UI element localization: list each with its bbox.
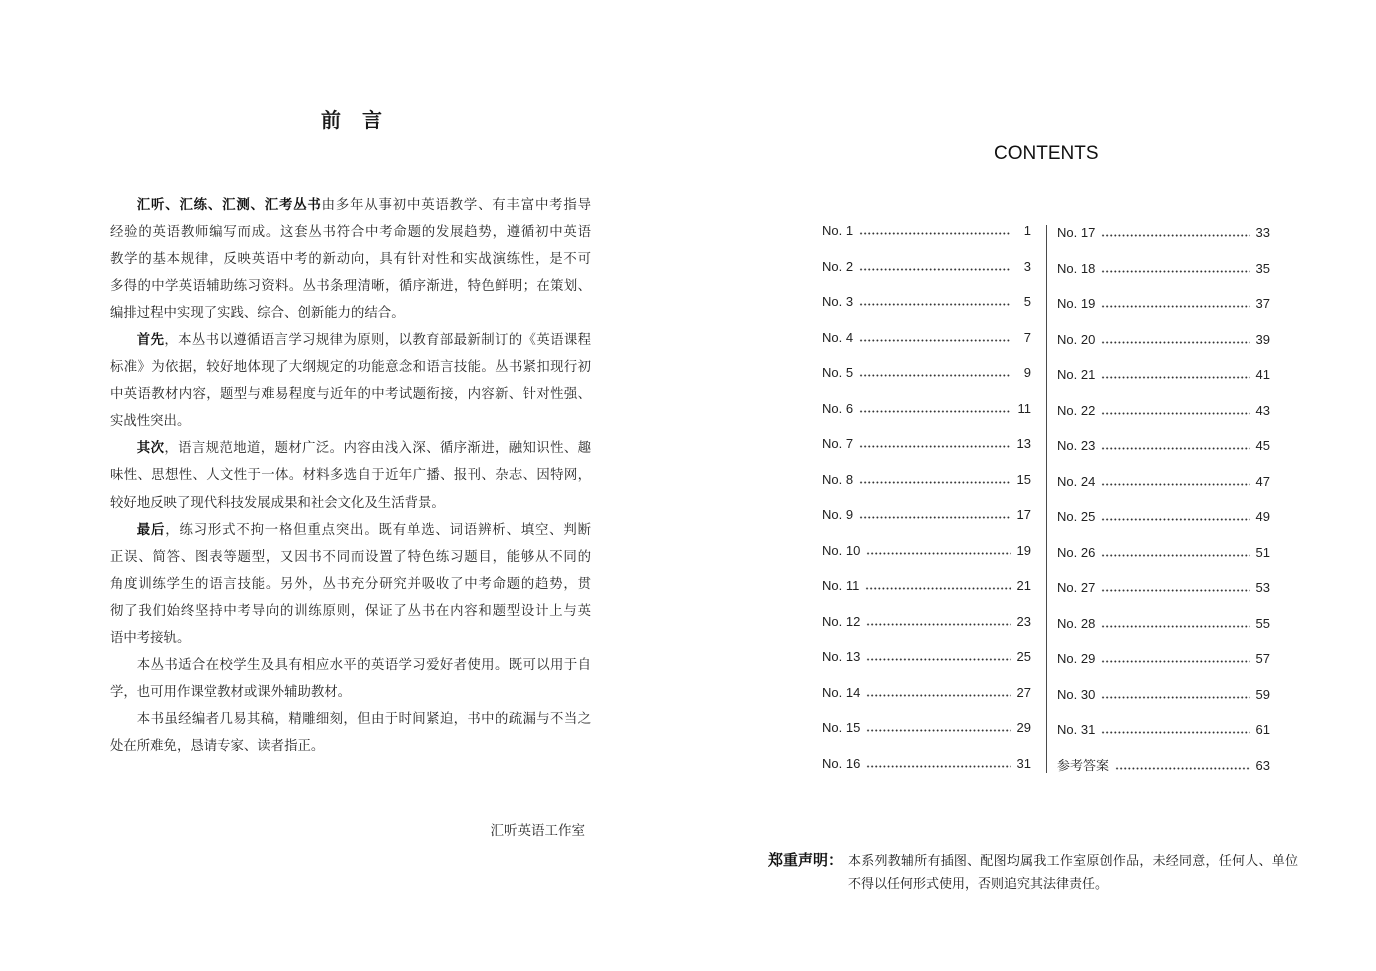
preface-line: [110, 625, 591, 652]
toc-entry: [1057, 402, 1270, 438]
preface-line: [110, 517, 591, 544]
preface-line: [110, 219, 591, 246]
toc-entry: [1057, 579, 1270, 615]
paragraph-text: 学，也可用作课堂教材或课外辅助教材。: [110, 685, 352, 701]
preface-line: [110, 408, 591, 435]
preface-line: [110, 490, 591, 517]
notice-line: 不得以任何形式使用，否则追究其法律责任。: [848, 876, 1109, 892]
toc-entry-label: No. 9: [822, 507, 854, 523]
toc-entry: [1057, 437, 1270, 473]
preface-paragraph: [110, 706, 591, 760]
preface-line: [110, 544, 591, 571]
toc-dot-leader: [1101, 270, 1249, 273]
toc-entry: [822, 613, 1031, 649]
preface-line: [110, 192, 591, 219]
toc-entry-label: No. 24: [1057, 473, 1096, 489]
preface-line: [110, 273, 591, 300]
paragraph-text: 经验的英语教师编写而成。这套丛书符合中考命题的发展趋势，遵循初中英语: [110, 224, 591, 240]
toc-dot-leader: [859, 445, 1010, 448]
toc-entry: [822, 542, 1031, 578]
toc-dot-leader: [859, 303, 1011, 306]
preface-line: [110, 733, 591, 760]
toc-entry-label: No. 23: [1057, 438, 1096, 454]
paragraph-text: ，语言规范地道，题材广泛。内容由浅入深、循序渐进，融知识性、趣: [164, 441, 591, 457]
paragraph-text: 多得的中学英语辅助练习资料。丛书条理清晰，循序渐进，特色鲜明；在策划、: [110, 278, 591, 294]
preface-line: [110, 679, 591, 706]
toc-entry-label: No. 26: [1057, 544, 1096, 560]
toc-dot-leader: [1101, 660, 1249, 663]
toc-entry-label: No. 11: [822, 578, 860, 594]
preface-line: [110, 706, 591, 733]
toc-entry-label: No. 17: [1057, 225, 1096, 240]
toc-dot-leader: [866, 765, 1010, 768]
preface-line: [110, 571, 591, 598]
toc-page-number: 19: [1016, 542, 1031, 558]
toc-entry-label: No. 21: [1057, 367, 1096, 383]
paragraph-text: 教学的基本规律，反映英语中考的新动向，具有针对性和实战演练性，是不可: [110, 251, 591, 267]
toc-page-number: 17: [1016, 507, 1031, 523]
toc-dot-leader: [865, 587, 1010, 590]
toc-entry-label: No. 1: [822, 223, 854, 238]
paragraph-text: 由多年从事初中英语教学、有丰富中考指导: [321, 197, 591, 213]
toc-entry: [1057, 686, 1270, 722]
paragraph-text: 语中考接轨。: [110, 631, 191, 646]
toc-entry: [822, 506, 1031, 542]
paragraph-text: 角度训练学生的语言技能。另外，丛书充分研究并吸收了中考命题的趋势，贯: [110, 576, 591, 592]
toc-dot-leader: [1101, 376, 1249, 379]
notice-text: [848, 850, 1298, 896]
preface-line: [110, 462, 591, 489]
toc-page-number: 27: [1016, 684, 1031, 700]
paragraph-text: 实战性突出。: [110, 414, 191, 430]
paragraph-text: 编排过程中实现了实践、综合、创新能力的结合。: [110, 305, 405, 321]
toc-entry-label: No. 25: [1057, 509, 1096, 525]
toc-dot-leader: [1101, 483, 1249, 486]
notice-line: 本系列教辅所有插图、配图均属我工作室原创作品，未经同意，任何人、单位: [848, 853, 1298, 869]
preface-paragraph: [110, 435, 591, 516]
toc-dot-leader: [866, 623, 1010, 626]
toc-dot-leader: [866, 552, 1010, 555]
toc-entry: [1057, 508, 1270, 544]
toc-dot-leader: [1101, 341, 1249, 344]
preface-line: [110, 354, 591, 381]
toc-entry: [1057, 757, 1270, 793]
toc-dot-leader: [859, 268, 1011, 271]
paragraph-lead: 其次: [136, 441, 165, 457]
toc-entry-label: No. 20: [1057, 331, 1096, 347]
toc-entry-label: No. 8: [822, 471, 854, 487]
toc-page-number: 41: [1255, 367, 1270, 383]
toc-dot-leader: [1101, 589, 1249, 592]
paragraph-lead: 首先: [136, 332, 165, 348]
paragraph-text: 标准》为依据，较好地体现了大纲规定的功能意念和语言技能。丛书紧扣现行初: [110, 360, 591, 376]
toc-page-number: 51: [1255, 544, 1270, 560]
toc-left-column: [822, 222, 1031, 790]
toc-entry: [822, 293, 1031, 329]
toc-page-number: 59: [1255, 686, 1270, 702]
preface-line: [110, 598, 591, 625]
toc-page-number: 55: [1255, 615, 1270, 631]
preface-line: [110, 246, 591, 273]
toc-entry: [1057, 650, 1270, 686]
toc-dot-leader: [1101, 731, 1249, 734]
paragraph-text: 本书虽经编者几易其稿，精雕细刻，但由于时间紧迫，书中的疏漏与不当之: [136, 712, 591, 728]
toc-page-number: 47: [1255, 473, 1270, 489]
preface-paragraph: [110, 517, 591, 652]
toc-page-number: 29: [1016, 720, 1031, 736]
toc-right-column: [1057, 224, 1270, 792]
paragraph-lead: 最后: [136, 522, 166, 538]
toc-entry: [822, 471, 1031, 507]
toc-entry: [1057, 224, 1270, 260]
toc-page-number: 11: [1017, 400, 1031, 416]
toc-entry: [1057, 366, 1270, 402]
toc-dot-leader: [866, 694, 1010, 697]
toc-entry: [822, 648, 1031, 684]
toc-entry-label: No. 27: [1057, 580, 1096, 596]
preface-paragraph: [110, 192, 591, 327]
toc-dot-leader: [859, 481, 1010, 484]
paragraph-text: 中英语教材内容，题型与难易程度与近年的中考试题衔接，内容新、针对性强、: [110, 387, 591, 403]
toc-entry-label: No. 7: [822, 436, 854, 452]
toc-dot-leader: [1101, 234, 1249, 237]
paragraph-lead: 汇听、汇练、汇测、汇考丛书: [136, 197, 322, 213]
toc-dot-leader: [859, 339, 1011, 342]
toc-dot-leader: [1101, 447, 1249, 450]
toc-entry: [1057, 260, 1270, 296]
paragraph-text: ，练习形式不拘一格但重点突出。既有单选、词语辨析、填空、判断: [165, 522, 591, 538]
right-page-contents: [688, 0, 1376, 971]
toc-page-number: 43: [1255, 402, 1270, 418]
toc-entry-label: No. 15: [822, 720, 861, 736]
toc-dot-leader: [1115, 767, 1250, 770]
toc-dot-leader: [859, 410, 1011, 413]
toc-entry: [822, 684, 1031, 720]
toc-page-number: 45: [1255, 438, 1270, 454]
toc-page-number: 13: [1016, 436, 1031, 452]
toc-entry: [1057, 295, 1270, 331]
toc-entry: [1057, 721, 1270, 757]
preface-paragraph: [110, 652, 591, 706]
signature: 汇听英语工作室: [490, 823, 585, 839]
toc-page-number: 21: [1016, 578, 1031, 594]
toc-entry-label: No. 5: [822, 365, 854, 381]
toc-entry-label: No. 31: [1057, 722, 1096, 738]
toc-entry-label: No. 3: [822, 294, 854, 310]
toc-dot-leader: [859, 232, 1011, 235]
toc-page-number: 39: [1255, 331, 1270, 347]
preface-line: [110, 381, 591, 408]
toc-entry-label: No. 29: [1057, 651, 1096, 667]
toc-entry: [1057, 544, 1270, 580]
toc-dot-leader: [859, 516, 1010, 519]
toc-entry-label: No. 6: [822, 400, 854, 416]
toc-dot-leader: [866, 658, 1010, 661]
column-divider: [1046, 225, 1047, 773]
toc-dot-leader: [1101, 412, 1249, 415]
toc-page-number: 63: [1255, 757, 1270, 773]
toc-entry: [822, 400, 1031, 436]
paragraph-text: 较好地反映了现代科技发展成果和社会文化及生活背景。: [110, 495, 445, 511]
toc-entry-label: No. 18: [1057, 260, 1096, 276]
toc-entry-label: No. 30: [1057, 686, 1096, 702]
paragraph-text: 本丛书适合在校学生及具有相应水平的英语学习爱好者使用。既可以用于自: [136, 658, 591, 674]
preface-paragraph: [110, 327, 591, 435]
toc-entry-label: No. 13: [822, 649, 861, 665]
toc-dot-leader: [1101, 625, 1249, 628]
toc-page-number: 61: [1255, 722, 1270, 738]
toc-entry: [822, 577, 1031, 613]
toc-dot-leader: [1101, 696, 1249, 699]
preface-title: 前 言: [321, 108, 382, 132]
toc-page-number: 15: [1016, 471, 1031, 487]
toc-entry: [822, 329, 1031, 365]
paragraph-text: 彻了我们始终坚持中考导向的训练原则，保证了丛书在内容和题型设计上与英: [110, 603, 591, 619]
toc-entry: [822, 222, 1031, 258]
toc-page-number: 1: [1023, 223, 1031, 238]
toc-entry: [822, 258, 1031, 294]
toc-entry-label: No. 22: [1057, 402, 1096, 418]
toc-entry-label: No. 4: [822, 329, 854, 345]
notice-label: 郑重声明：: [768, 851, 844, 869]
toc-dot-leader: [859, 374, 1011, 377]
toc-page-number: 53: [1255, 580, 1270, 596]
toc-entry: [1057, 473, 1270, 509]
toc-entry: [1057, 331, 1270, 367]
toc-page-number: 7: [1023, 329, 1031, 345]
toc-entry-label: No. 14: [822, 684, 861, 700]
toc-entry: [822, 435, 1031, 471]
toc-page-number: 31: [1016, 755, 1031, 771]
preface-line: [110, 652, 591, 679]
preface-line: [110, 327, 591, 354]
paragraph-text: 处在所难免，恳请专家、读者指正。: [110, 739, 325, 755]
toc-page-number: 49: [1255, 509, 1270, 525]
toc-page-number: 5: [1023, 294, 1031, 310]
toc-page-number: 33: [1255, 225, 1270, 240]
toc-entry: [822, 755, 1031, 791]
preface-line: [110, 435, 591, 462]
toc-page-number: 9: [1023, 365, 1031, 381]
paragraph-text: ，本丛书以遵循语言学习规律为原则，以教育部最新制订的《英语课程: [164, 332, 591, 348]
toc-entry-label: No. 28: [1057, 615, 1096, 631]
toc-dot-leader: [866, 729, 1010, 732]
toc-entry-label: No. 12: [822, 613, 861, 629]
preface-line: [110, 300, 591, 327]
toc-entry: [822, 719, 1031, 755]
preface-body: [110, 192, 591, 761]
toc-dot-leader: [1101, 305, 1249, 308]
toc-entry: [1057, 615, 1270, 651]
toc-page-number: 25: [1016, 649, 1031, 665]
toc-dot-leader: [1101, 518, 1249, 521]
toc-entry-label: 参考答案: [1057, 757, 1110, 773]
toc-entry: [822, 364, 1031, 400]
toc-entry-label: No. 10: [822, 542, 861, 558]
toc-entry-label: No. 2: [822, 258, 854, 274]
paragraph-text: 味性、思想性、人文性于一体。材料多选自于近年广播、报刊、杂志、因特网，: [110, 468, 591, 484]
toc-page-number: 35: [1255, 260, 1270, 276]
toc-page-number: 3: [1023, 258, 1031, 274]
toc-page-number: 37: [1255, 296, 1270, 312]
toc-entry-label: No. 19: [1057, 296, 1096, 312]
contents-heading: CONTENTS: [994, 143, 1099, 164]
toc-page-number: 23: [1016, 613, 1031, 629]
toc-dot-leader: [1101, 554, 1249, 557]
toc-page-number: 57: [1255, 651, 1270, 667]
paragraph-text: 正误、简答、图表等题型，又因书不同而设置了特色练习题目，能够从不同的: [110, 549, 591, 565]
toc-entry-label: No. 16: [822, 755, 861, 771]
